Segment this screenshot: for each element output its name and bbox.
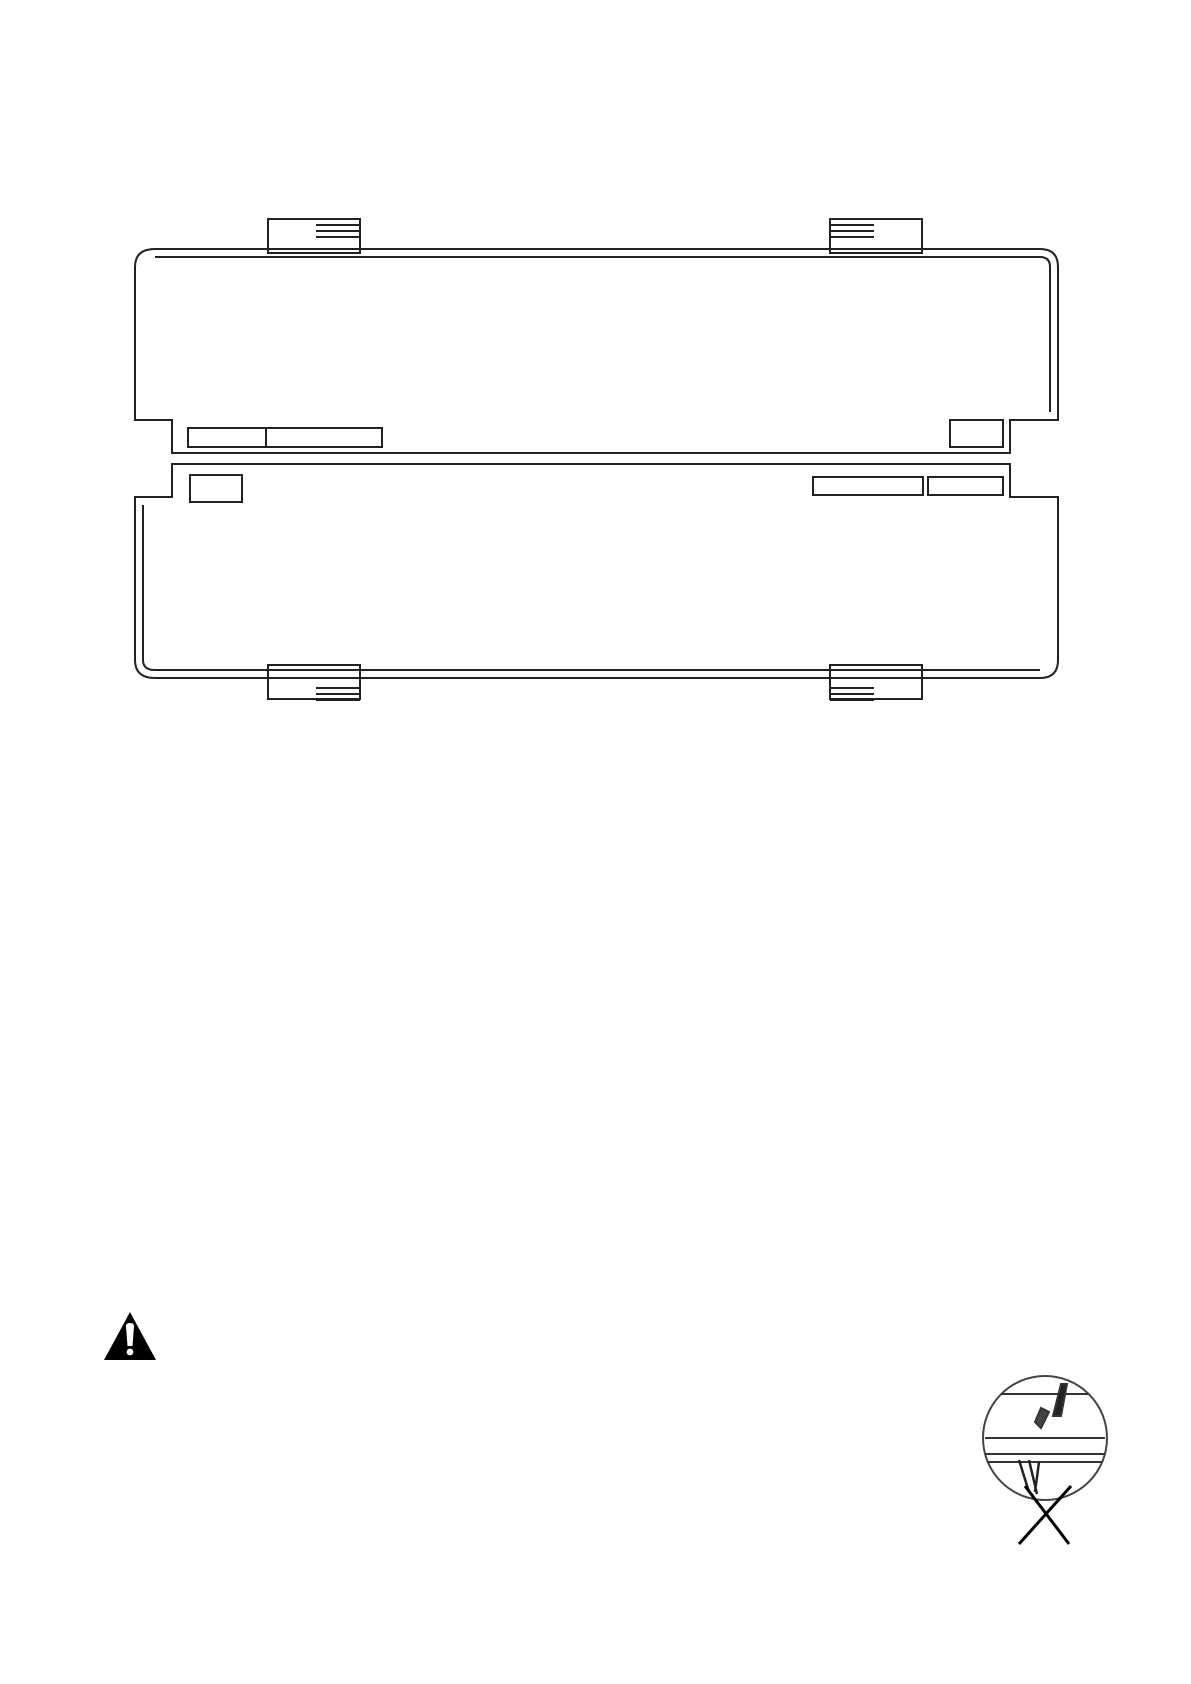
cutlery-tray-diagram [0,0,1191,720]
rack-no-blade-up-icon [975,1372,1115,1552]
warning-triangle-icon [102,1310,158,1362]
